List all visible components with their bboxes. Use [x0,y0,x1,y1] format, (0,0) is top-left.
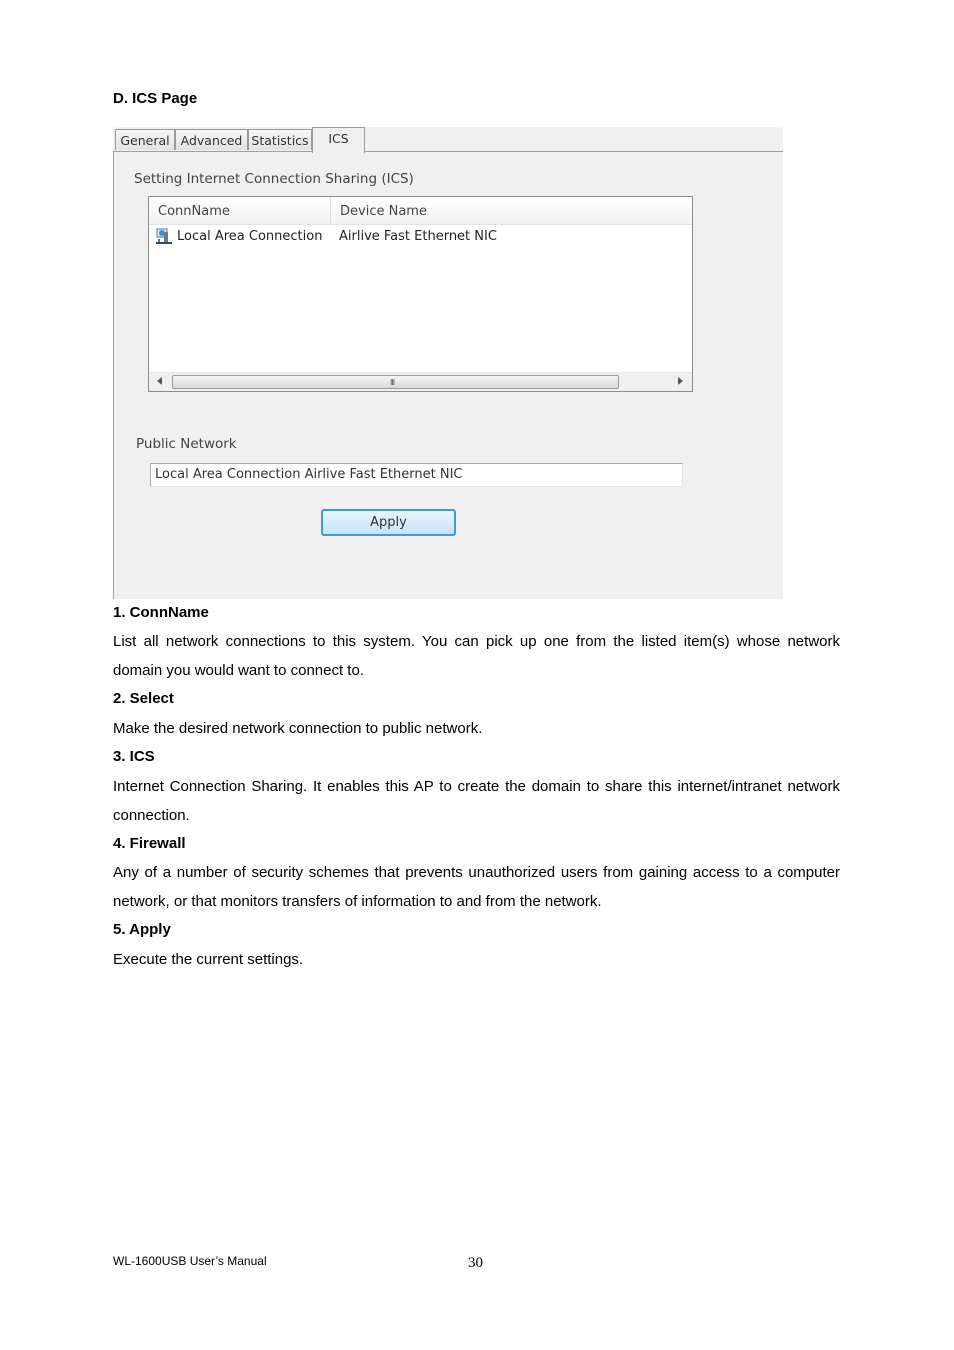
public-network-field[interactable]: Local Area Connection Airlive Fast Ethernet NIC [150,463,683,487]
tab-general[interactable]: General [115,129,175,150]
panel-left-border [113,151,114,599]
tab-ics[interactable]: ICS [312,127,365,153]
item-heading-apply: 5. Apply [113,921,171,938]
connection-list[interactable] [148,196,693,392]
ics-group-title: Setting Internet Connection Sharing (ICS) [134,171,414,187]
footer-manual-title: WL-1600USB User’s Manual [113,1254,267,1268]
scroll-left-icon[interactable] [157,377,162,385]
network-connection-icon [155,228,175,246]
item-text-apply: Execute the current settings. [113,951,304,968]
list-cell-connname: Local Area Connection [177,229,323,244]
item-heading-ics: 3. ICS [113,748,155,765]
section-title: D. ICS Page [113,90,198,107]
tab-statistics[interactable]: Statistics [248,129,312,150]
page-number: 30 [468,1255,483,1271]
column-header-device-name[interactable]: Device Name [340,204,427,219]
horizontal-scrollbar[interactable] [149,372,692,391]
tab-strip-border [113,151,783,152]
item-heading-select: 2. Select [113,690,174,707]
list-item[interactable] [149,226,692,248]
tab-advanced[interactable]: Advanced [175,129,248,150]
item-heading-firewall: 4. Firewall [113,835,186,852]
list-cell-device-name: Airlive Fast Ethernet NIC [339,229,497,244]
scrollbar-grip-icon: III [390,378,395,387]
item-text-connname: List all network connections to this system. You can pick up one from the listed item(s) whose network domain you would want to connect to. [113,633,840,679]
item-text-ics: Internet Connection Sharing. It enables this AP to create the domain to share this internet/intranet network connection. [113,778,840,824]
scroll-right-icon[interactable] [678,377,683,385]
apply-button[interactable]: Apply [321,509,456,536]
column-header-connname[interactable]: ConnName [149,197,331,224]
public-network-label: Public Network [136,436,237,452]
item-text-firewall: Any of a number of security schemes that prevents unauthorized users from gaining access to a computer network, or that monitors transfers of information to and from the network. [113,864,840,910]
list-header [149,197,692,225]
scrollbar-thumb[interactable] [172,375,619,389]
item-text-select: Make the desired network connection to public network. [113,720,483,737]
item-heading-connname: 1. ConnName [113,604,209,621]
ics-settings-panel [113,127,783,599]
